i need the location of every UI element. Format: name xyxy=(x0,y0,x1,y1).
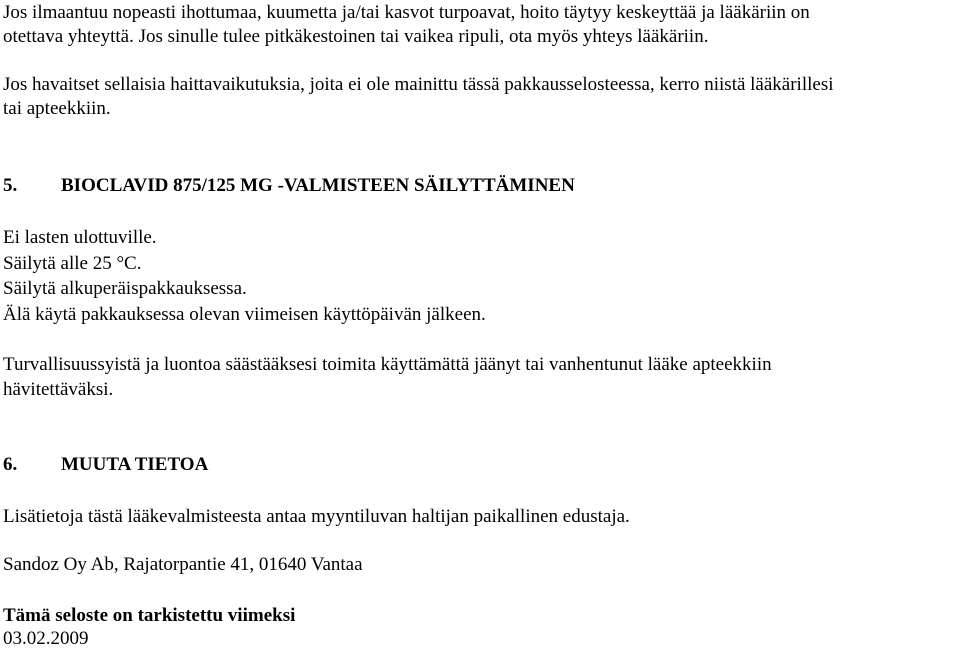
section-5-number: 5. xyxy=(3,175,18,196)
section-6-heading xyxy=(3,453,208,477)
revised-date: 03.02.2009 xyxy=(3,628,89,649)
storage-line-2: Säilytä alle 25 °C. xyxy=(3,253,142,274)
section-6-title: MUUTA TIETOA xyxy=(61,454,209,475)
report-line-2: tai apteekkiin. xyxy=(3,98,111,119)
revised-label: Tämä seloste on tarkistettu viimeksi xyxy=(3,605,296,626)
section-5-title: BIOCLAVID 875/125 MG -VALMISTEEN SÄILYTTÄMINEN xyxy=(61,175,575,196)
more-info-line: Lisätietoja tästä lääkevalmisteesta antaa myyntiluvan haltijan paikallinen edustaja. xyxy=(3,506,630,527)
side-effects-line-2: otettava yhteyttä. Jos sinulle tulee pitkäkestoinen tai vaikea ripuli, ota myös yhteys lääkäriin. xyxy=(3,26,709,47)
section-5-heading xyxy=(3,174,575,198)
side-effects-line-1: Jos ilmaantuu nopeasti ihottumaa, kuumetta ja/tai kasvot turpoavat, hoito täytyy keskeyttää ja lääkäriin on xyxy=(3,2,810,23)
storage-line-4: Älä käytä pakkauksessa olevan viimeisen käyttöpäivän jälkeen. xyxy=(3,304,486,325)
disposal-line-2: hävitettäväksi. xyxy=(3,379,114,400)
section-6-number: 6. xyxy=(3,454,18,475)
address-line: Sandoz Oy Ab, Rajatorpantie 41, 01640 Vantaa xyxy=(3,554,363,575)
disposal-line-1: Turvallisuussyistä ja luontoa säästääksesi toimita käyttämättä jäänyt tai vanhentunut lääke apteekkiin xyxy=(3,354,772,375)
storage-line-1: Ei lasten ulottuville. xyxy=(3,227,157,248)
storage-line-3: Säilytä alkuperäispakkauksessa. xyxy=(3,278,247,299)
report-line-1: Jos havaitset sellaisia haittavaikutuksia, joita ei ole mainittu tässä pakkausselosteessa, kerro niistä lääkärillesi xyxy=(3,74,834,95)
